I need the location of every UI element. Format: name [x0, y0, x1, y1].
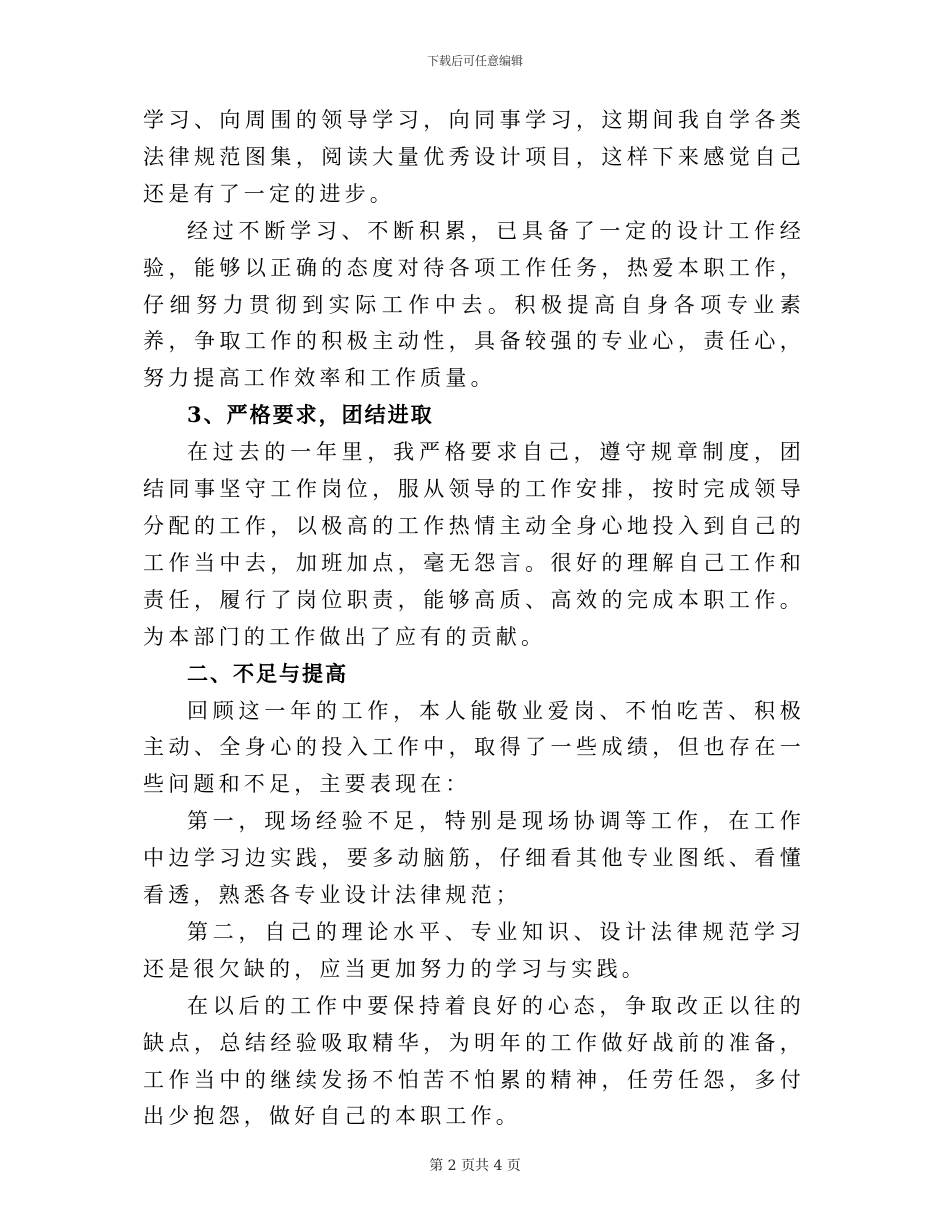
paragraph-continued: 学习、向周围的领导学习，向同事学习，这期间我自学各类法律规范图集，阅读大量优秀设计项目，这样下来感觉自己还是有了一定的进步。 — [143, 108, 805, 206]
paragraph-review: 回顾这一年的工作，本人能敬业爱岗、不怕吃苦、积极主动、全身心的投入工作中，取得了一些成绩，但也存在一些问题和不足，主要表现在： — [143, 698, 805, 797]
paragraph-experience: 经过不断学习、不断积累，已具备了一定的设计工作经验，能够以正确的态度对待各项工作任务，热爱本职工作，仔细努力贯彻到实际工作中去。积极提高自身各项专业素养，争取工作的积极主动性，具备较强的专业心，责任心，努力提高工作效率和工作质量。 — [143, 218, 805, 391]
page-header: 下载后可任意编辑 — [426, 54, 523, 68]
paragraph-second-point: 第二，自己的理论水平、专业知识、设计法律规范学习还是很欠缺的，应当更加努力的学习与实践。 — [143, 919, 805, 981]
paragraph-strict-requirements: 在过去的一年里，我严格要求自己，遵守规章制度，团结同事坚守工作岗位，服从领导的工作安排，按时完成领导分配的工作，以极高的工作热情主动全身心地投入到自己的工作当中去，加班加点，毫无怨言。很好的理解自己工作和责任，履行了岗位职责，能够高质、高效的完成本职工作。为本部门的工作做出了应有的贡献。 — [143, 440, 805, 649]
page-number: 第 2 页共 4 页 — [429, 1158, 521, 1174]
paragraph-first-point: 第一，现场经验不足，特别是现场协调等工作，在工作中边学习边实践，要多动脑筋，仔细看其他专业图纸、看懂看透，熟悉各专业设计法律规范； — [143, 809, 805, 908]
section-heading-2: 二、不足与提高 — [187, 660, 348, 686]
document-body — [143, 102, 805, 1135]
subsection-heading-3: 3、严格要求，团结进取 — [187, 402, 434, 428]
paragraph-conclusion: 在以后的工作中要保持着良好的心态，争取改正以往的缺点，总结经验吸取精华，为明年的工作做好战前的准备，工作当中的继续发扬不怕苦不怕累的精神，任劳任怨，多付出少抱怨，做好自己的本职工作。 — [143, 993, 805, 1129]
